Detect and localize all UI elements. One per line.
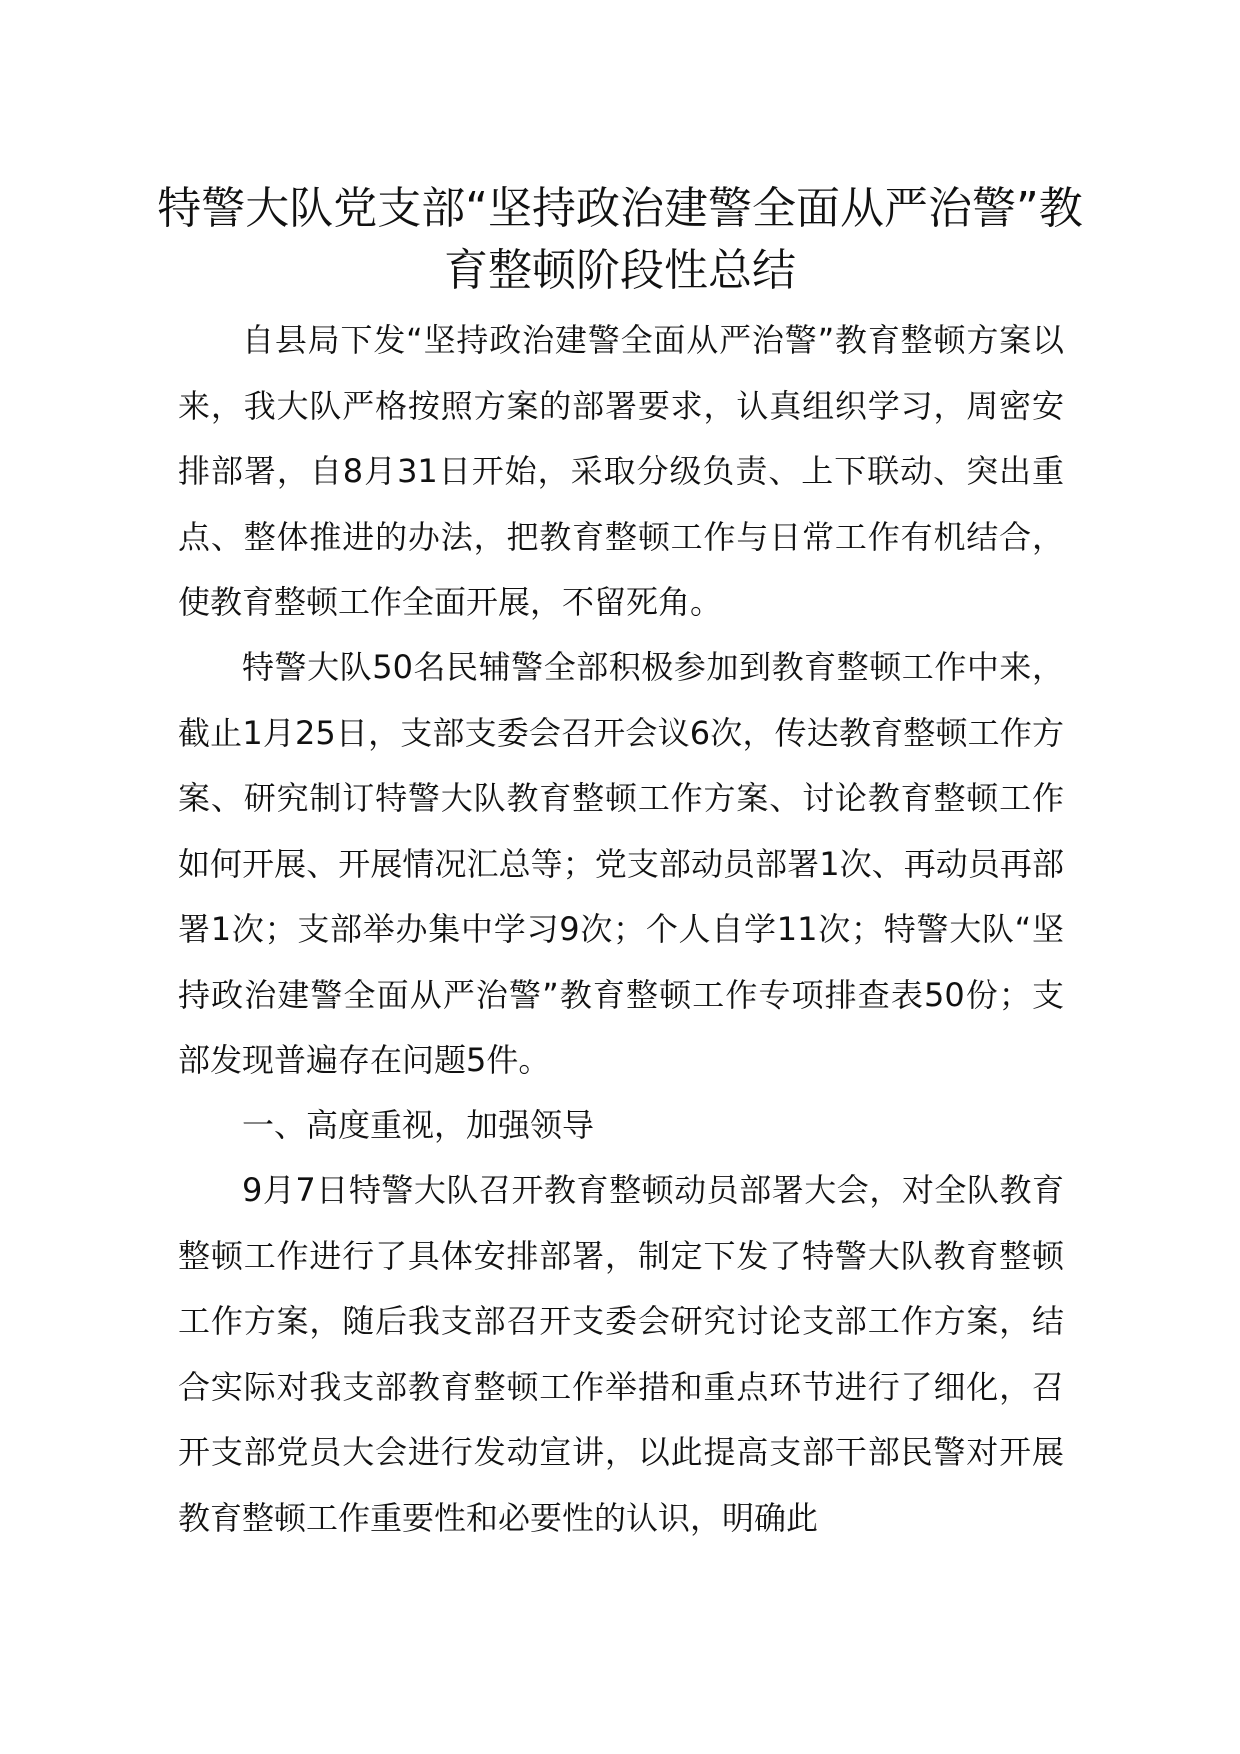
paragraph-intro: 自县局下发“坚持政治建警全面从严治警”教育整顿方案以来，我大队严格按照方案的部署要求，认真组织学习，周密安排部署，自8月31日开始，采取分级负责、上下联动、突出重点、整体推进的办法，把教育整顿工作与日常工作有机结合，使教育整顿工作全面开展，不留死角。 (178, 321, 1064, 621)
section-heading: 一、高度重视，加强领导 (242, 1106, 595, 1144)
paragraph-statistics: 特警大队50名民辅警全部积极参加到教育整顿工作中来，截止1月25日，支部支委会召开会议6次，传达教育整顿工作方案、研究制订特警大队教育整顿工作方案、讨论教育整顿工作如何开展、开展情况汇总等；党支部动员部署1次、再动员再部署1次；支部举办集中学习9次；个人自学11次；特警大队“坚持政治建警全面从严治警”教育整顿工作专项排查表50份；支部发现普遍存在问题5件。 (178, 648, 1064, 1079)
section-paragraph: 9月7日特警大队召开教育整顿动员部署大会，对全队教育整顿工作进行了具体安排部署，制定下发了特警大队教育整顿工作方案，随后我支部召开支委会研究讨论支部工作方案，结合实际对我支部教育整顿工作举措和重点环节进行了细化，召开支部党员大会进行发动宣讲，以此提高支部干部民警对开展教育整顿工作重要性和必要性的认识，明确此 (178, 1171, 1064, 1537)
document-title: 特警大队党支部“坚持政治建警全面从严治警”教育整顿阶段性总结 (157, 183, 1083, 296)
